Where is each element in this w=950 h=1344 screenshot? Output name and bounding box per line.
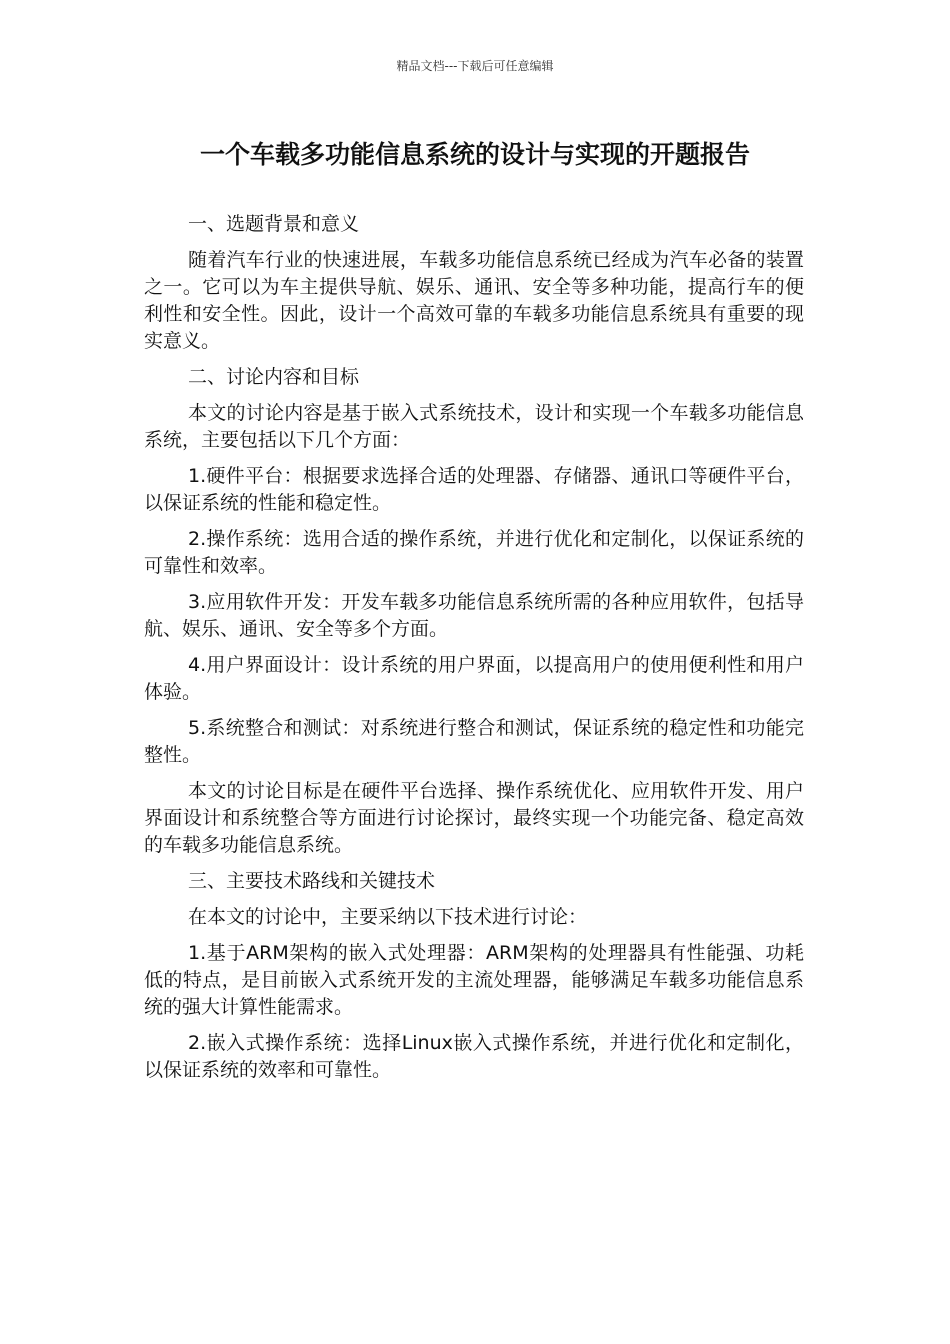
section-heading-technical-route: 三、主要技术路线和关键技术 [188, 870, 436, 892]
document-title: 一个车载多功能信息系统的设计与实现的开题报告 [199, 140, 750, 169]
list-item-operating-system: 2.操作系统：选用合适的操作系统，并进行优化和定制化，以保证系统的可靠性和效率。 [144, 528, 804, 577]
section-heading-background: 一、选题背景和意义 [188, 213, 360, 235]
list-item-system-integration: 5.系统整合和测试：对系统进行整合和测试，保证系统的稳定性和功能完整性。 [144, 717, 804, 766]
list-item-arm-processor: 1.基于ARM架构的嵌入式处理器：ARM架构的处理器具有性能强、功耗低的特点，是目前嵌入式系统开发的主流处理器，能够满足车载多功能信息系统的强大计算性能需求。 [144, 942, 804, 1018]
paragraph-research-goal: 本文的讨论目标是在硬件平台选择、操作系统优化、应用软件开发、用户界面设计和系统整合等方面进行讨论探讨，最终实现一个功能完备、稳定高效的车载多功能信息系统。 [144, 780, 804, 856]
paragraph-content-intro: 本文的讨论内容是基于嵌入式系统技术，设计和实现一个车载多功能信息系统，主要包括以下几个方面： [144, 402, 804, 451]
document-body [144, 211, 804, 1093]
page-header: 精品文档---下载后可任意编辑 [396, 59, 554, 73]
paragraph-technical-intro: 在本文的讨论中，主要采纳以下技术进行讨论： [188, 906, 588, 928]
list-item-user-interface: 4.用户界面设计：设计系统的用户界面，以提高用户的使用便利性和用户体验。 [144, 654, 804, 703]
section-heading-content-goals: 二、讨论内容和目标 [188, 366, 360, 388]
list-item-application-software: 3.应用软件开发：开发车载多功能信息系统所需的各种应用软件，包括导航、娱乐、通讯、安全等多个方面。 [144, 591, 804, 640]
paragraph-background: 随着汽车行业的快速进展，车载多功能信息系统已经成为汽车必备的装置之一。它可以为车主提供导航、娱乐、通讯、安全等多种功能，提高行车的便利性和安全性。因此，设计一个高效可靠的车载多功能信息系统具有重要的现实意义。 [144, 249, 804, 352]
list-item-embedded-os: 2.嵌入式操作系统：选择Linux嵌入式操作系统，并进行优化和定制化，以保证系统的效率和可靠性。 [144, 1032, 804, 1081]
list-item-hardware-platform: 1.硬件平台：根据要求选择合适的处理器、存储器、通讯口等硬件平台，以保证系统的性能和稳定性。 [144, 465, 804, 514]
